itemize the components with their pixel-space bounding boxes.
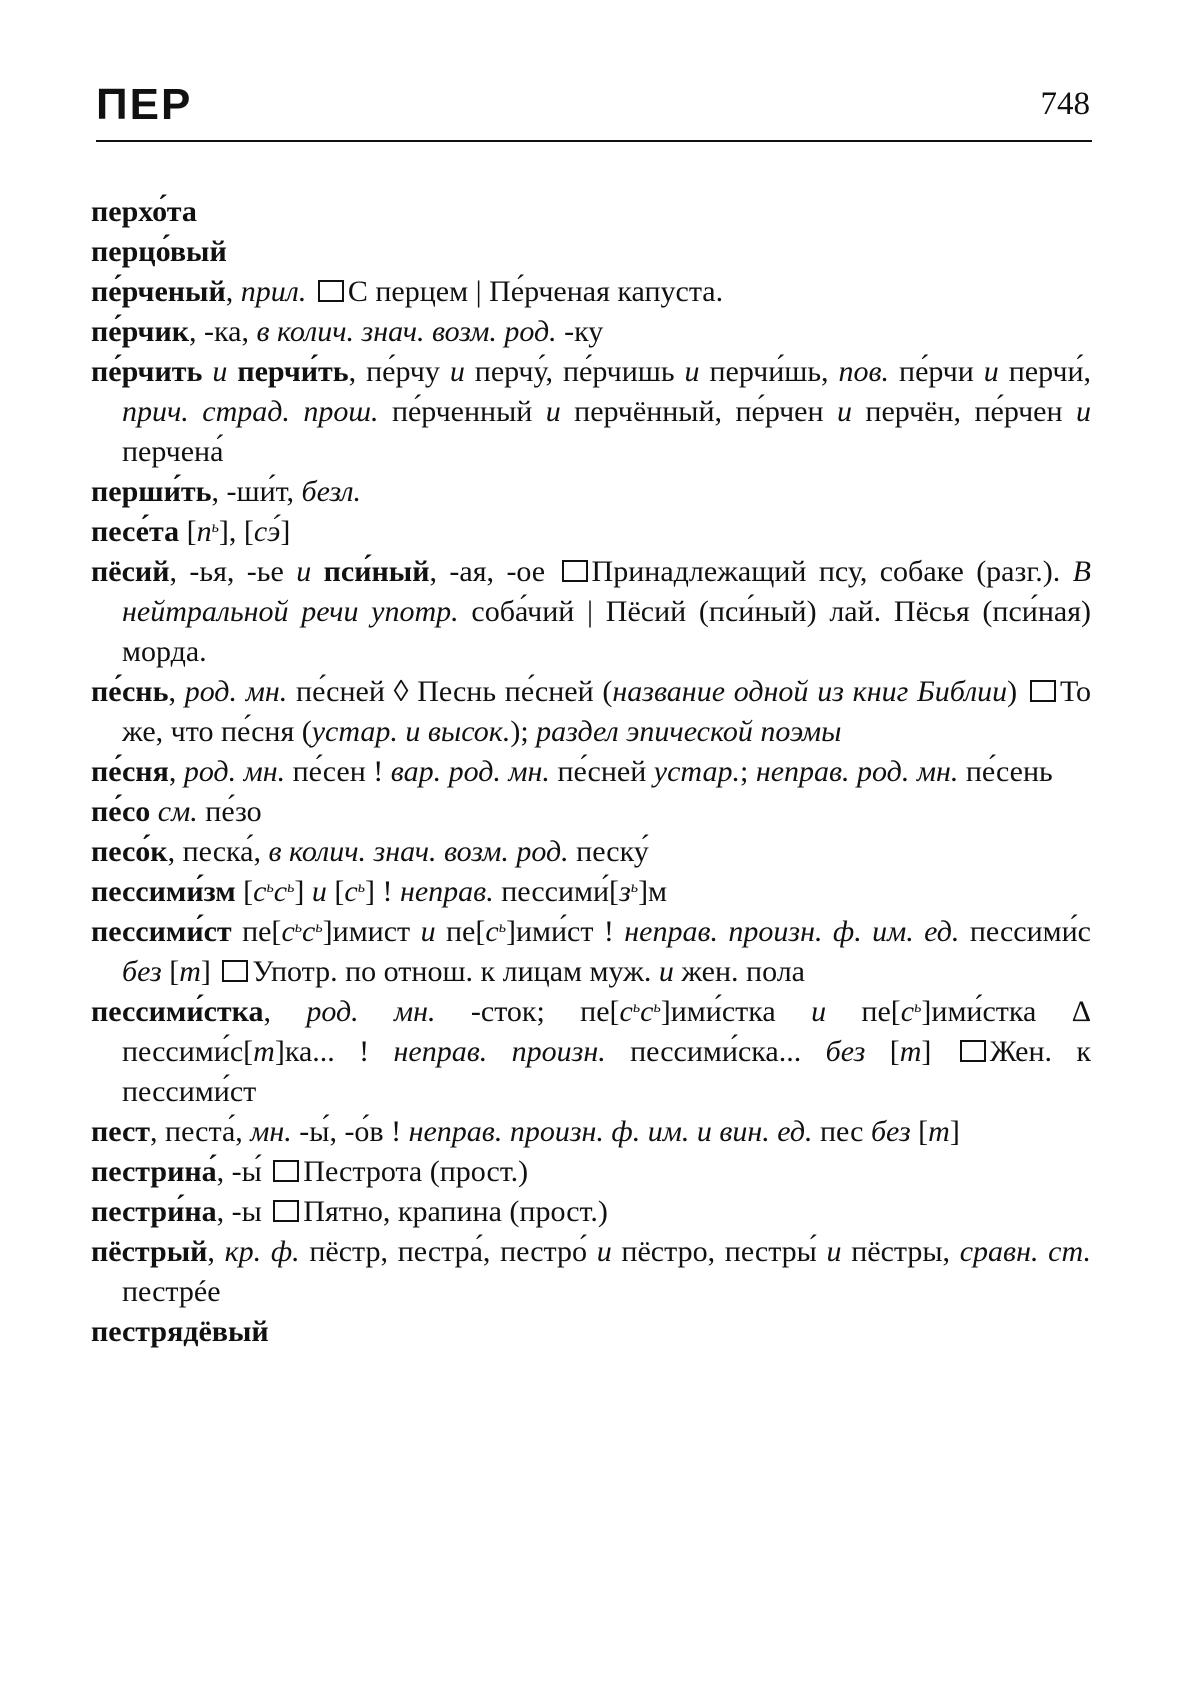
dictionary-entries [91,192,1091,1352]
page-header [96,78,1092,142]
dictionary-entry: пестрядёвый [91,1315,269,1348]
dictionary-entry: пессими́ст $пе[с^ьс^ь]имист$ и $пе[с^ь]ими́ст$ ! неправ. произн. ф. им. ед. пессими́с без [т] Употр. по отнош. к лицам муж. и жен. пола [91,915,1092,988]
dictionary-entry: перхо́та [91,195,197,228]
definition-box-icon [1030,680,1056,702]
dictionary-entry: пёстрый, кр. ф. пёстр, пестра́, пестро́ и пёстро, пестры́ и пёстры, сравн. ст. пестрée [91,1235,1091,1308]
definition-box-icon [562,560,588,582]
dictionary-entry: пессими́стка, род. мн. -сток; $пе[с^ьс^ь]ими́стка$ и $пе[с^ь]ими́стка$ Δ пессими́с[т]ка... ! неправ. произн. пессими́ска... без [т] Жен. к пессими́ст [91,995,1091,1108]
dictionary-entry: перцо́вый [91,235,227,268]
definition-box-icon [273,1160,299,1182]
dictionary-entry: пе́со см. пе́зо [91,795,262,828]
dictionary-entry: песо́к, песка́, в колич. знач. возм. род. песку́ [91,835,649,868]
definition-box-icon [318,280,344,302]
page-number: 748 [1040,86,1090,122]
definition-box-icon [273,1200,299,1222]
definition-box-icon [222,960,248,982]
dictionary-entry: перши́ть, -ши́т, безл. [91,475,362,508]
dictionary-entry: пе́рченый, прил. С перцем | Пе́рченая капуста. [91,275,724,308]
dictionary-entry: пестри́на, -ы Пятно, крапина (прост.) [91,1195,608,1228]
definition-box-icon [960,1040,986,1062]
dictionary-entry: пест, песта́, мн. -ы́, -о́в ! неправ. произн. ф. им. и вин. ед. пес без [т] [91,1115,960,1148]
dictionary-entry: пёсий, -ья, -ье и пси́ный, -ая, -ое Принадлежащий псу, собаке (разг.). В нейтральной речи употр. соба́чий | Пёсий (пси́ный) лай. Пёсья (пси́ная) морда. [91,555,1091,668]
dictionary-entry: пестрина́, -ы́ Пестрота (прост.) [91,1155,529,1188]
dictionary-entry: пе́рчить и перчи́ть, пе́рчу и перчу́, пе́рчишь и перчи́шь, пов. пе́рчи и перчи́, прич. страд. прош. пе́рченный и перчённый, пе́рчен и перчён, пе́рчен и перчена́ [91,355,1092,468]
dictionary-entry: пе́снь, род. мн. пе́сней ◊ Песнь пе́сней (название одной из книг Библии) То же, что пе́сня (устар. и высок.); раздел эпической поэмы [91,675,1092,748]
running-head-word: ПЕР [96,80,193,129]
dictionary-entry: пе́рчик, -ка, в колич. знач. возм. род. -ку [91,315,604,348]
dictionary-entry: пессими́зм $[с^ьс^ь]$ и $[с^ь]$ ! неправ. $пессими́[з^ь]м$ [91,875,668,908]
dictionary-entry: пе́сня, род. мн. пе́сен ! вар. род. мн. пе́сней устар.; неправ. род. мн. пе́сень [91,755,1053,788]
dictionary-entry: песе́та $[п^ь]$, [сэ́] [91,515,291,548]
